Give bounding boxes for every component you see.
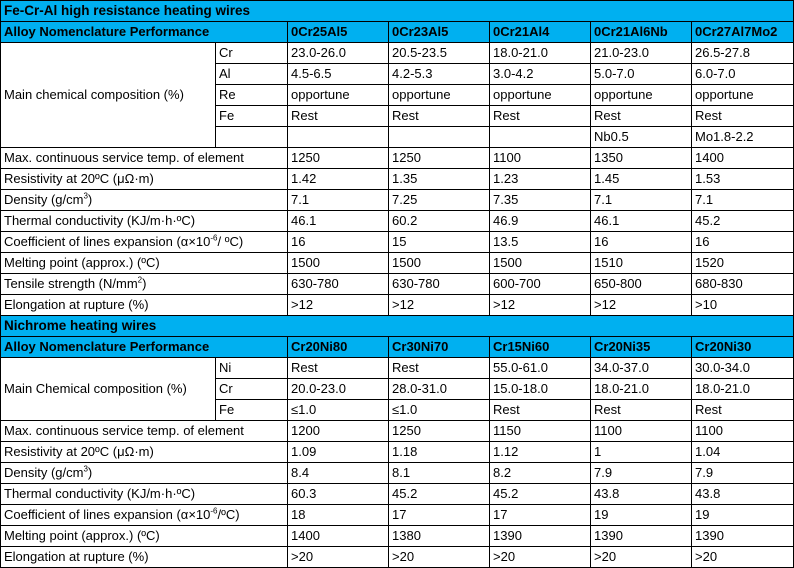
composition-value: opportune bbox=[692, 85, 794, 106]
composition-value: 3.0-4.2 bbox=[490, 64, 591, 85]
property-label: Resistivity at 20ºC (μΩ·m) bbox=[1, 442, 288, 463]
composition-value: 26.5-27.8 bbox=[692, 43, 794, 64]
property-value: 17 bbox=[490, 505, 591, 526]
property-value: 1390 bbox=[490, 526, 591, 547]
property-label bbox=[1, 274, 288, 295]
composition-label: Main Chemical composition (%) bbox=[1, 358, 216, 421]
composition-value: 30.0-34.0 bbox=[692, 358, 794, 379]
composition-value: Mo1.8-2.2 bbox=[692, 127, 794, 148]
composition-value: 4.2-5.3 bbox=[389, 64, 490, 85]
property-value: 7.9 bbox=[591, 463, 692, 484]
property-value: 8.4 bbox=[288, 463, 389, 484]
property-label bbox=[1, 463, 288, 484]
property-label: Melting point (approx.) (ºC) bbox=[1, 253, 288, 274]
composition-value: opportune bbox=[288, 85, 389, 106]
composition-row bbox=[1, 358, 794, 379]
property-label-text: Density (g/cm bbox=[4, 465, 84, 480]
property-label-suffix: /ºC) bbox=[217, 507, 240, 522]
composition-value: Rest bbox=[389, 106, 490, 127]
composition-value: 20.0-23.0 bbox=[288, 379, 389, 400]
property-value: 7.1 bbox=[288, 190, 389, 211]
property-value: 43.8 bbox=[591, 484, 692, 505]
grade-header: Cr30Ni70 bbox=[389, 337, 490, 358]
property-value: 1200 bbox=[288, 421, 389, 442]
property-value: 1250 bbox=[389, 421, 490, 442]
property-label: Melting point (approx.) (ºC) bbox=[1, 526, 288, 547]
composition-value: Rest bbox=[490, 400, 591, 421]
grade-header: Cr20Ni30 bbox=[692, 337, 794, 358]
property-row bbox=[1, 505, 794, 526]
property-label-superscript: -6 bbox=[210, 506, 218, 516]
property-value: 60.2 bbox=[389, 211, 490, 232]
element-symbol: Cr bbox=[216, 43, 288, 64]
section-title-row bbox=[1, 316, 794, 337]
property-value: 1510 bbox=[591, 253, 692, 274]
property-row bbox=[1, 190, 794, 211]
property-value: >20 bbox=[591, 547, 692, 568]
property-value: 16 bbox=[591, 232, 692, 253]
property-value: 600-700 bbox=[490, 274, 591, 295]
composition-value: Rest bbox=[288, 358, 389, 379]
composition-value: 18.0-21.0 bbox=[490, 43, 591, 64]
property-label-superscript: -6 bbox=[210, 233, 218, 243]
composition-value: 5.0-7.0 bbox=[591, 64, 692, 85]
property-value: 17 bbox=[389, 505, 490, 526]
property-row bbox=[1, 484, 794, 505]
property-row bbox=[1, 526, 794, 547]
property-value: 19 bbox=[591, 505, 692, 526]
property-value: 1390 bbox=[692, 526, 794, 547]
grade-header: Cr15Ni60 bbox=[490, 337, 591, 358]
property-label-superscript: 2 bbox=[137, 275, 143, 285]
property-value: 13.5 bbox=[490, 232, 591, 253]
composition-value: 34.0-37.0 bbox=[591, 358, 692, 379]
property-row bbox=[1, 274, 794, 295]
property-label: Thermal conductivity (KJ/m·h·ºC) bbox=[1, 211, 288, 232]
section-title: Nichrome heating wires bbox=[1, 316, 794, 337]
property-value: 46.1 bbox=[288, 211, 389, 232]
property-row bbox=[1, 232, 794, 253]
property-value: >20 bbox=[288, 547, 389, 568]
property-label: Thermal conductivity (KJ/m·h·ºC) bbox=[1, 484, 288, 505]
property-value: 1500 bbox=[490, 253, 591, 274]
property-value: 1150 bbox=[490, 421, 591, 442]
property-value: 1.53 bbox=[692, 169, 794, 190]
property-value: 7.25 bbox=[389, 190, 490, 211]
property-row bbox=[1, 463, 794, 484]
header-label: Alloy Nomenclature Performance bbox=[1, 22, 288, 43]
composition-value: Rest bbox=[591, 400, 692, 421]
property-row bbox=[1, 442, 794, 463]
property-value: >20 bbox=[490, 547, 591, 568]
property-value: 7.1 bbox=[692, 190, 794, 211]
property-value: 43.8 bbox=[692, 484, 794, 505]
element-symbol: Fe bbox=[216, 400, 288, 421]
composition-value: Rest bbox=[692, 106, 794, 127]
property-label-text: Coefficient of lines expansion (α×10 bbox=[4, 507, 211, 522]
composition-value: Rest bbox=[591, 106, 692, 127]
fecral-section bbox=[1, 1, 794, 316]
section-title-row bbox=[1, 1, 794, 22]
composition-value: opportune bbox=[389, 85, 490, 106]
property-value: >12 bbox=[288, 295, 389, 316]
section-title: Fe-Cr-Al high resistance heating wires bbox=[1, 1, 794, 22]
property-value: 1400 bbox=[288, 526, 389, 547]
element-symbol: Cr bbox=[216, 379, 288, 400]
property-value: 1250 bbox=[288, 148, 389, 169]
property-row bbox=[1, 253, 794, 274]
property-label-superscript: 3 bbox=[83, 464, 88, 474]
grade-header: 0Cr21Al4 bbox=[490, 22, 591, 43]
property-label: Max. continuous service temp. of element bbox=[1, 148, 288, 169]
property-value: 7.1 bbox=[591, 190, 692, 211]
property-label-suffix: / ºC) bbox=[217, 234, 244, 249]
property-value: 15 bbox=[389, 232, 490, 253]
property-label: Elongation at rupture (%) bbox=[1, 295, 288, 316]
composition-value bbox=[288, 127, 389, 148]
property-value: 45.2 bbox=[490, 484, 591, 505]
property-value: 1.18 bbox=[389, 442, 490, 463]
property-value: 680-830 bbox=[692, 274, 794, 295]
composition-value: ≤1.0 bbox=[389, 400, 490, 421]
composition-value: Rest bbox=[288, 106, 389, 127]
composition-value: 23.0-26.0 bbox=[288, 43, 389, 64]
grade-header: 0Cr21Al6Nb bbox=[591, 22, 692, 43]
property-label bbox=[1, 232, 288, 253]
property-value: 8.2 bbox=[490, 463, 591, 484]
grade-header: 0Cr27Al7Mo2 bbox=[692, 22, 794, 43]
property-value: 45.2 bbox=[692, 211, 794, 232]
composition-value: Rest bbox=[692, 400, 794, 421]
property-value: 1.35 bbox=[389, 169, 490, 190]
property-value: 1100 bbox=[490, 148, 591, 169]
property-label: Resistivity at 20ºC (μΩ·m) bbox=[1, 169, 288, 190]
property-value: 16 bbox=[692, 232, 794, 253]
composition-row bbox=[1, 43, 794, 64]
grade-header-row bbox=[1, 337, 794, 358]
grade-header-row bbox=[1, 22, 794, 43]
element-symbol: Al bbox=[216, 64, 288, 85]
nichrome-section bbox=[1, 316, 794, 568]
property-value: 650-800 bbox=[591, 274, 692, 295]
property-row bbox=[1, 421, 794, 442]
property-row bbox=[1, 295, 794, 316]
property-value: 630-780 bbox=[288, 274, 389, 295]
property-value: 60.3 bbox=[288, 484, 389, 505]
composition-value: 20.5-23.5 bbox=[389, 43, 490, 64]
composition-label: Main chemical composition (%) bbox=[1, 43, 216, 148]
property-value: 8.1 bbox=[389, 463, 490, 484]
property-label-text: Coefficient of lines expansion (α×10 bbox=[4, 234, 211, 249]
property-value: 1.04 bbox=[692, 442, 794, 463]
composition-value: 18.0-21.0 bbox=[591, 379, 692, 400]
composition-value: opportune bbox=[591, 85, 692, 106]
property-value: 45.2 bbox=[389, 484, 490, 505]
element-symbol: Fe bbox=[216, 106, 288, 127]
property-label: Max. continuous service temp. of element bbox=[1, 421, 288, 442]
element-symbol: Ni bbox=[216, 358, 288, 379]
element-symbol bbox=[216, 127, 288, 148]
property-value: 1250 bbox=[389, 148, 490, 169]
property-row bbox=[1, 169, 794, 190]
property-value: 1.23 bbox=[490, 169, 591, 190]
property-value: 1520 bbox=[692, 253, 794, 274]
property-row bbox=[1, 211, 794, 232]
grade-header: Cr20Ni35 bbox=[591, 337, 692, 358]
property-label-suffix: ) bbox=[87, 465, 93, 480]
property-value: 1100 bbox=[591, 421, 692, 442]
composition-value bbox=[389, 127, 490, 148]
property-value: 1100 bbox=[692, 421, 794, 442]
property-label: Elongation at rupture (%) bbox=[1, 547, 288, 568]
property-value: 1500 bbox=[288, 253, 389, 274]
property-label-suffix: ) bbox=[142, 276, 147, 291]
property-value: 1350 bbox=[591, 148, 692, 169]
property-value: >10 bbox=[692, 295, 794, 316]
property-row bbox=[1, 547, 794, 568]
composition-value: Rest bbox=[389, 358, 490, 379]
property-label-text: Tensile strength (N/mm bbox=[4, 276, 138, 291]
composition-value: Rest bbox=[490, 106, 591, 127]
property-value: 1390 bbox=[591, 526, 692, 547]
property-value: 16 bbox=[288, 232, 389, 253]
property-label-suffix: ) bbox=[87, 192, 93, 207]
property-value: 1.42 bbox=[288, 169, 389, 190]
property-value: 46.1 bbox=[591, 211, 692, 232]
property-value: >12 bbox=[490, 295, 591, 316]
property-label bbox=[1, 190, 288, 211]
header-label: Alloy Nomenclature Performance bbox=[1, 337, 288, 358]
property-value: 1 bbox=[591, 442, 692, 463]
grade-header: 0Cr25Al5 bbox=[288, 22, 389, 43]
composition-value: 4.5-6.5 bbox=[288, 64, 389, 85]
composition-value: ≤1.0 bbox=[288, 400, 389, 421]
grade-header: 0Cr23Al5 bbox=[389, 22, 490, 43]
property-value: 46.9 bbox=[490, 211, 591, 232]
property-value: 7.9 bbox=[692, 463, 794, 484]
property-row bbox=[1, 148, 794, 169]
property-label-text: Density (g/cm bbox=[4, 192, 84, 207]
property-value: >20 bbox=[692, 547, 794, 568]
composition-value: 15.0-18.0 bbox=[490, 379, 591, 400]
composition-value bbox=[490, 127, 591, 148]
property-value: 1400 bbox=[692, 148, 794, 169]
composition-value: 18.0-21.0 bbox=[692, 379, 794, 400]
property-label-superscript: 3 bbox=[83, 191, 88, 201]
composition-value: 55.0-61.0 bbox=[490, 358, 591, 379]
composition-value: Nb0.5 bbox=[591, 127, 692, 148]
property-value: 630-780 bbox=[389, 274, 490, 295]
property-value: >20 bbox=[389, 547, 490, 568]
composition-value: 28.0-31.0 bbox=[389, 379, 490, 400]
property-value: 18 bbox=[288, 505, 389, 526]
composition-value: 6.0-7.0 bbox=[692, 64, 794, 85]
property-value: 1.45 bbox=[591, 169, 692, 190]
property-value: 1380 bbox=[389, 526, 490, 547]
property-value: >12 bbox=[389, 295, 490, 316]
property-value: 1.09 bbox=[288, 442, 389, 463]
property-value: 1.12 bbox=[490, 442, 591, 463]
composition-value: 21.0-23.0 bbox=[591, 43, 692, 64]
property-value: 19 bbox=[692, 505, 794, 526]
grade-header: Cr20Ni80 bbox=[288, 337, 389, 358]
property-label bbox=[1, 505, 288, 526]
element-symbol: Re bbox=[216, 85, 288, 106]
property-value: >12 bbox=[591, 295, 692, 316]
property-value: 1500 bbox=[389, 253, 490, 274]
composition-value: opportune bbox=[490, 85, 591, 106]
property-value: 7.35 bbox=[490, 190, 591, 211]
